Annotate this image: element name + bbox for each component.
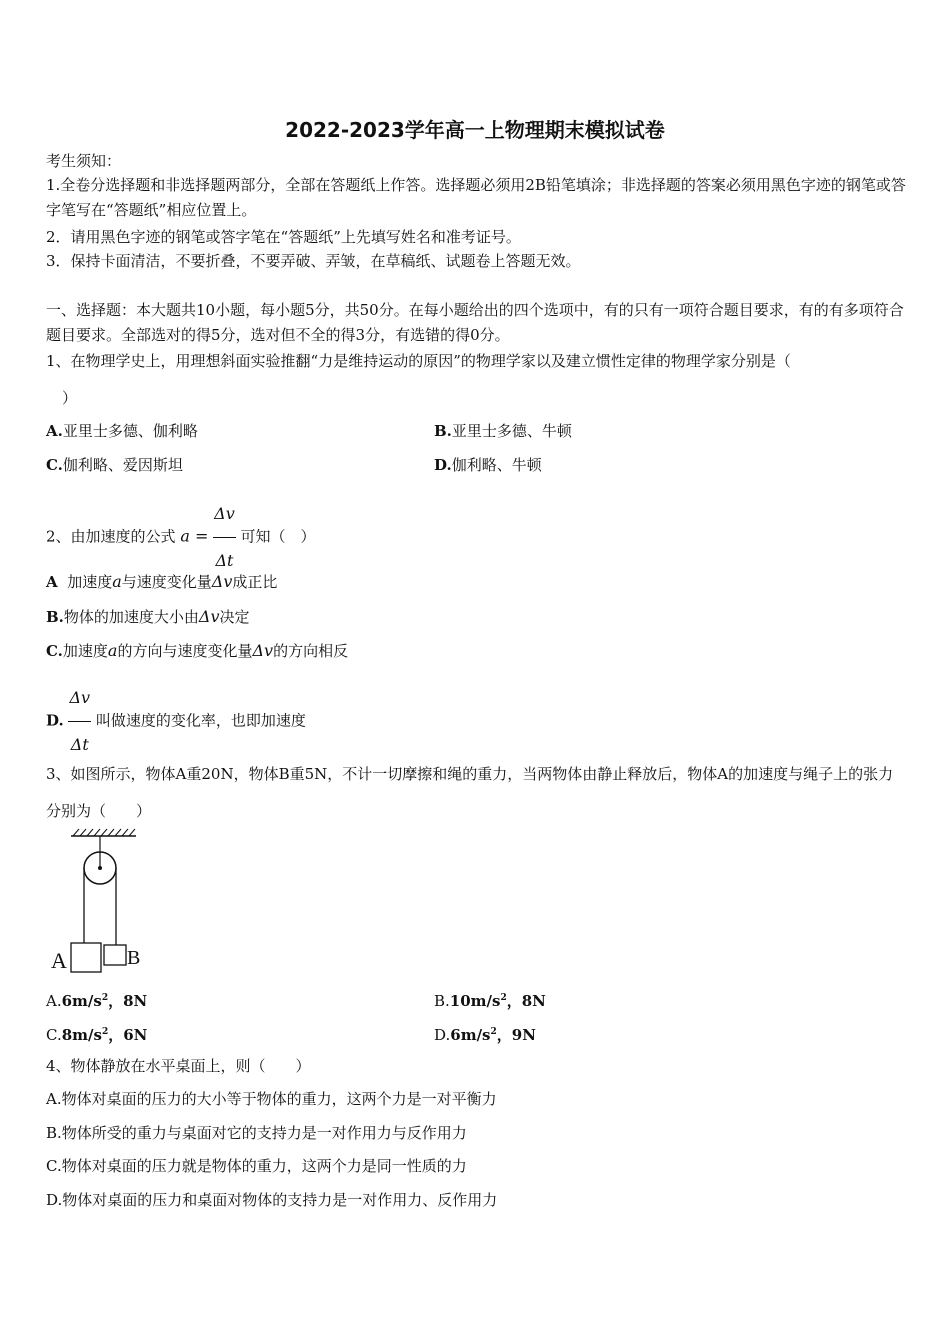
q3-stem: 3、如图所示，物体A重20N，物体B重5N，不计一切摩擦和绳的重力，当两物体由静止释放后，物体A的加速度与绳子上的张力分别为（ ） [46, 765, 894, 820]
notice-item-3: 3．保持卡面清洁，不要折叠，不要弄破、弄皱，在草稿纸、试题卷上答题无效。 [46, 252, 581, 270]
q2-formula-lhs: a = [180, 526, 209, 546]
q1-stem-end: ） [62, 389, 78, 407]
q4-option-a: A.物体对桌面的压力的大小等于物体的重力，这两个力是一对平衡力 [46, 1090, 497, 1108]
q2-stem [46, 492, 316, 583]
q1-option-c: C.伽利略、爱因斯坦 [46, 456, 183, 474]
q4-stem: 4、物体静放在水平桌面上，则（ ） [46, 1057, 311, 1075]
page-title: 2022-2023学年高一上物理期末模拟试卷 [285, 118, 665, 142]
q2-stem-before: 2、由加速度的公式 [46, 527, 176, 546]
q2-option-b: B.物体的加速度大小由Δv决定 [46, 607, 250, 626]
section-heading: 一、选择题：本大题共10小题，每小题5分，共50分。在每小题给出的四个选项中，有的只有一项符合题目要求，有的有多项符合题目要求。全部选对的得5分，选对但不全的得3分，有选错的得0分。 [46, 301, 904, 344]
q3-option-a: $A.6m/s^2$，8N [46, 992, 148, 1010]
notice-item-1: 1.全卷分选择题和非选择题两部分，全部在答题纸上作答。选择题必须用2B铅笔填涂；非选择题的答案必须用黑色字迹的钢笔或答字笔写在“答题纸”相应位置上。 [46, 176, 906, 219]
q3-option-d: $D.6m/s^2$，9N [434, 1026, 536, 1044]
q2-option-a: A 加速度a与速度变化量Δv成正比 [46, 572, 278, 591]
q3-option-c: $C.8m/s^2$，6N [46, 1026, 148, 1044]
q1-option-a: A.亚里士多德、伽利略 [46, 422, 198, 440]
q2-formula-fraction: $\frac{\Delta v}{\Delta t}$ [213, 492, 236, 583]
q4-option-c: C.物体对桌面的压力就是物体的重力，这两个力是同一性质的力 [46, 1157, 467, 1175]
q3-option-b: $B.10m/s^2$，8N [434, 992, 546, 1010]
notice-heading: 考生须知： [46, 152, 122, 170]
notice-item-2: 2．请用黑色字迹的钢笔或答字笔在“答题纸”上先填写姓名和准考证号。 [46, 228, 521, 246]
q4-option-b: B.物体所受的重力与桌面对它的支持力是一对作用力与反作用力 [46, 1124, 467, 1142]
q1-option-b: B.亚里士多德、牛顿 [434, 422, 572, 440]
q2-option-d: D. $\frac{\Delta v}{\Delta t}$ 叫做速度的变化率，也即加速度 [46, 676, 306, 767]
q4-option-d: D.物体对桌面的压力和桌面对物体的支持力是一对作用力、反作用力 [46, 1191, 498, 1209]
q2-option-c: C.加速度a的方向与速度变化量Δv的方向相反 [46, 641, 349, 660]
block-b-label: B [127, 947, 141, 969]
q1-option-d: D.伽利略、牛顿 [434, 456, 542, 474]
block-a-label: A [51, 948, 67, 973]
q1-stem: 1、在物理学史上，用理想斜面实验推翻“力是维持运动的原因”的物理学家以及建立惯性定律的物理学家分别是（ [46, 352, 791, 370]
q2-option-d-fraction: $\frac{\Delta v}{\Delta t}$ [68, 676, 91, 767]
pulley-diagram [46, 828, 156, 978]
q2-stem-after: 可知（ ） [240, 527, 316, 546]
